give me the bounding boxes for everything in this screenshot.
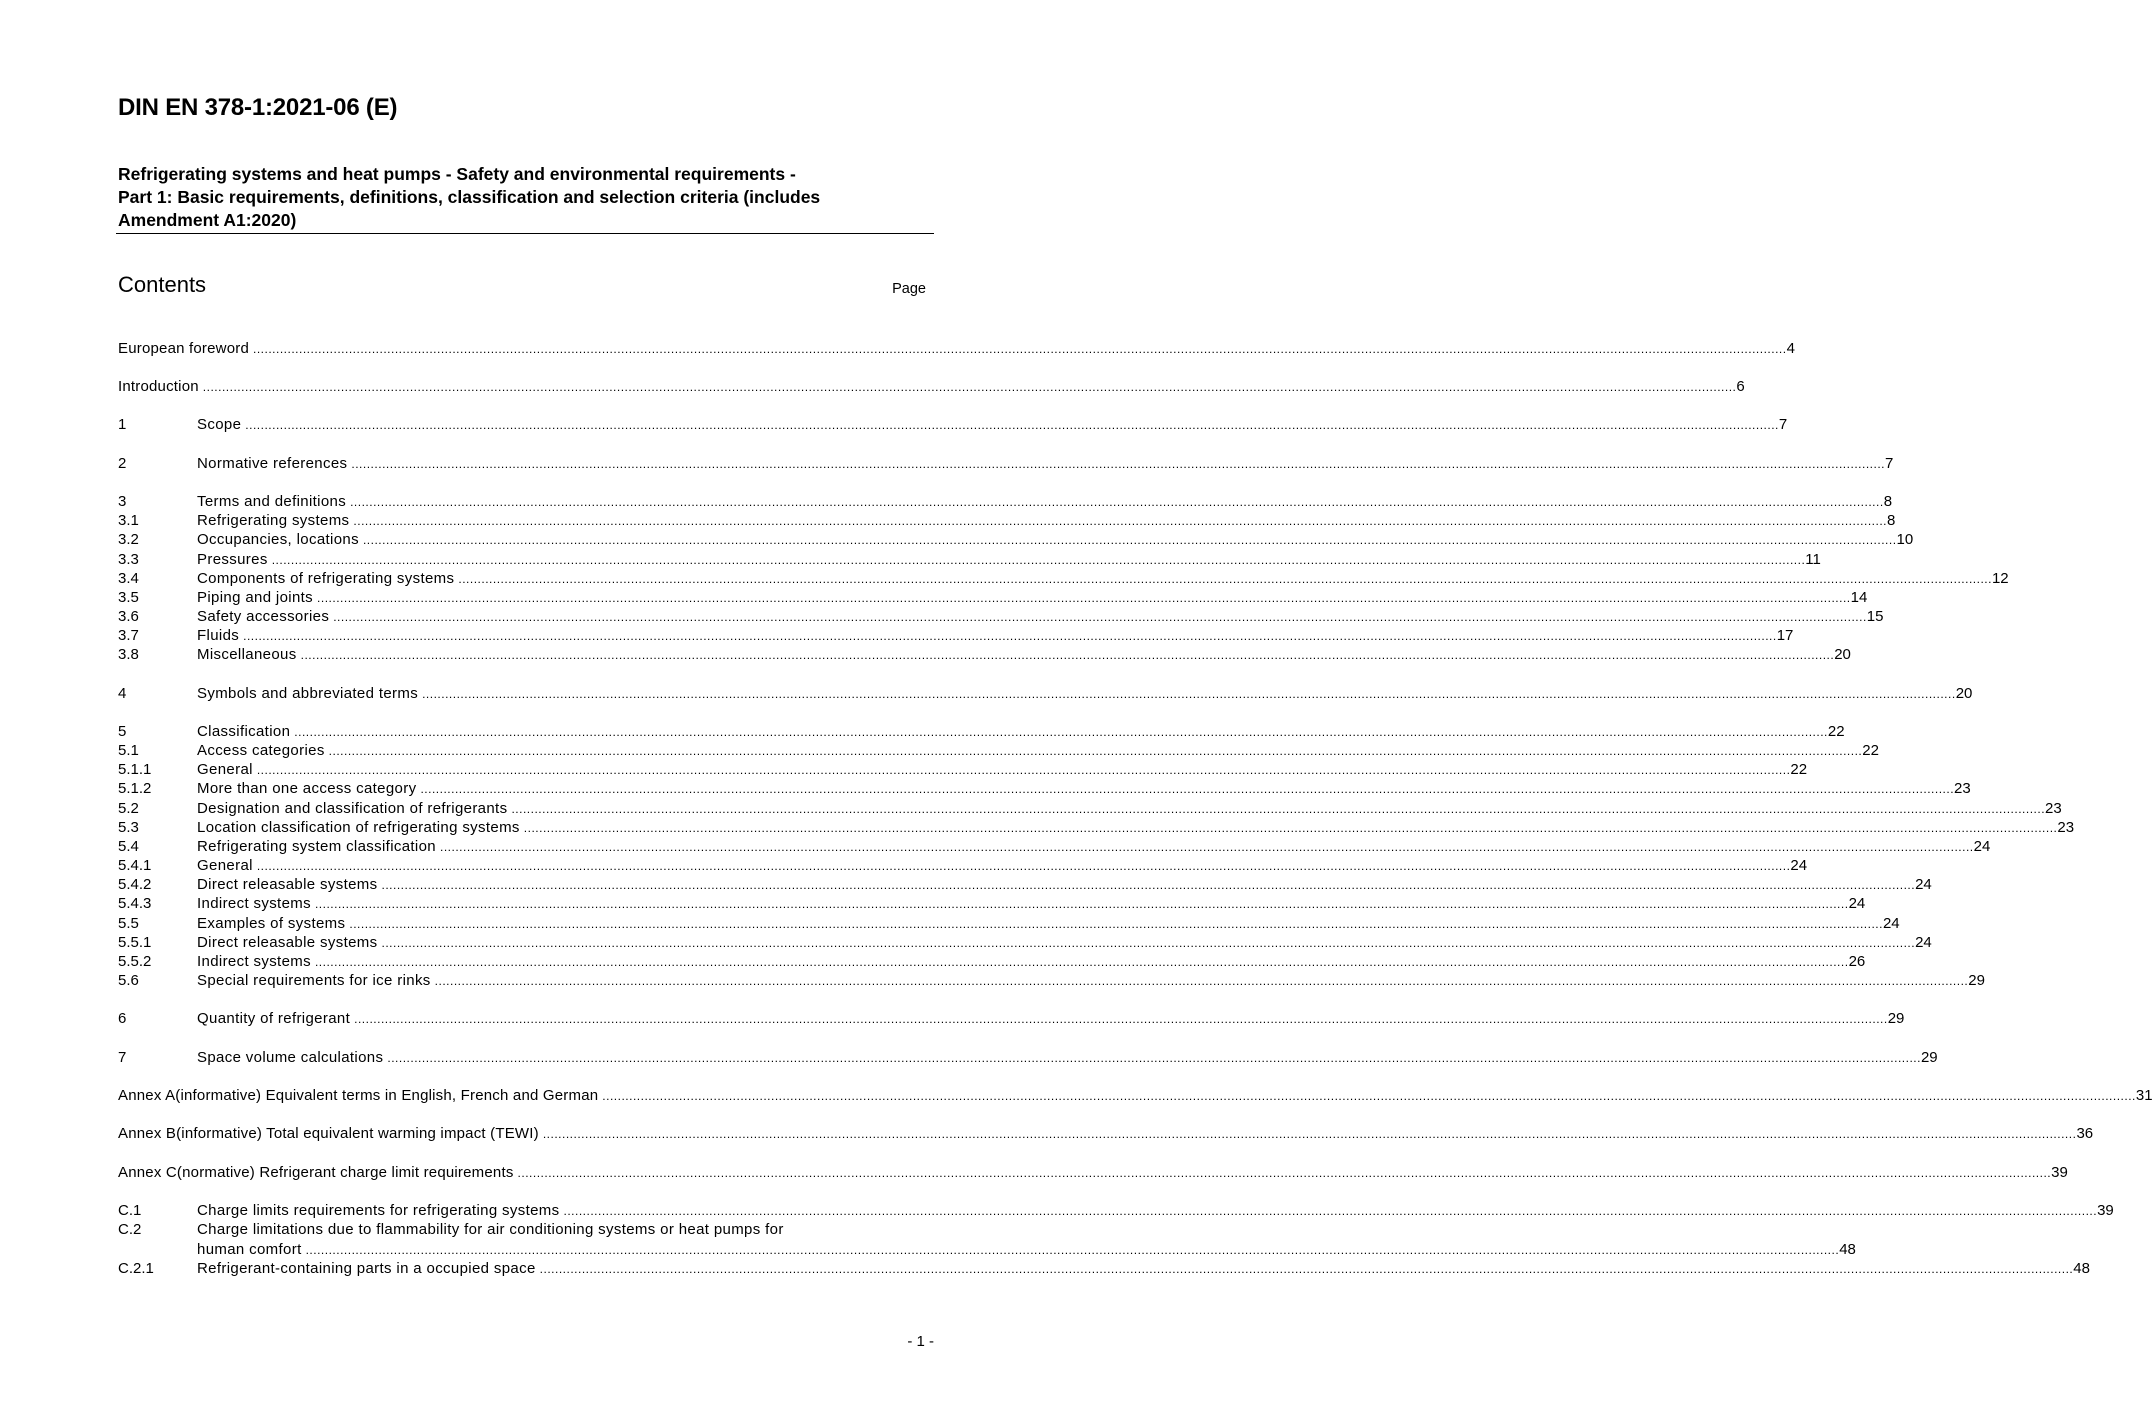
toc-entry-page: 7 [1778, 416, 1788, 433]
toc-entry-number: 5.6 [118, 972, 139, 989]
dot-leader: ................................................................................................................................................................................................................................................................................................................................................................................................................ [202, 380, 1737, 394]
toc-entry[interactable] [118, 492, 1893, 512]
toc-entry[interactable] [118, 971, 1985, 991]
page-number: - 1 - [907, 1333, 934, 1350]
toc-entry-title: Normative references [197, 455, 348, 472]
toc-entry-title: Symbols and abbreviated terms [197, 685, 419, 702]
toc-entry-page: 24 [1790, 857, 1808, 874]
toc-entry-page: 10 [1896, 531, 1914, 548]
toc-entry[interactable] [118, 588, 1868, 608]
dot-leader: ................................................................................................................................................................................................................................................................................................................................................................................................................ [243, 629, 1777, 643]
toc-entry-page: 22 [1827, 723, 1845, 740]
dot-leader: ................................................................................................................................................................................................................................................................................................................................................................................................................ [381, 878, 1916, 892]
dot-leader: ................................................................................................................................................................................................................................................................................................................................................................................................................ [317, 591, 1851, 605]
toc-entry[interactable] [118, 607, 1884, 627]
dot-leader: ................................................................................................................................................................................................................................................................................................................................................................................................................ [252, 342, 1787, 356]
dot-leader: ................................................................................................................................................................................................................................................................................................................................................................................................................ [328, 744, 1863, 758]
toc-entry-number: 3.5 [118, 589, 139, 606]
dot-leader: ................................................................................................................................................................................................................................................................................................................................................................................................................ [314, 955, 1849, 969]
toc-entry-page: 11 [1805, 551, 1821, 568]
toc-entry-page: 39 [2097, 1202, 2114, 1219]
dot-leader: ................................................................................................................................................................................................................................................................................................................................................................................................................ [256, 859, 1791, 873]
toc-entry[interactable] [118, 626, 1794, 646]
dot-leader: ................................................................................................................................................................................................................................................................................................................................................................................................................ [350, 495, 1884, 509]
dot-leader: ................................................................................................................................................................................................................................................................................................................................................................................................................ [539, 1262, 2074, 1276]
toc-entry-page: 26 [1848, 953, 1866, 970]
toc-entry-number: 5.5 [118, 915, 139, 932]
toc-entry-page: 8 [1883, 493, 1893, 510]
dot-leader: ................................................................................................................................................................................................................................................................................................................................................................................................................ [305, 1243, 1840, 1257]
toc-entry-title: Safety accessories [197, 608, 330, 625]
toc-entry[interactable] [118, 952, 1866, 972]
toc-entry-title: Miscellaneous [197, 646, 297, 663]
dot-leader: ................................................................................................................................................................................................................................................................................................................................................................................................................ [245, 418, 1779, 432]
dot-leader: ................................................................................................................................................................................................................................................................................................................................................................................................................ [420, 782, 1955, 796]
toc-entry-title: Quantity of refrigerant [197, 1010, 351, 1027]
header-divider [116, 233, 934, 234]
toc-entry-page: 48 [1839, 1241, 1856, 1258]
toc-entry-number: 5.4 [118, 838, 139, 855]
toc-entry-title: More than one access category [197, 780, 417, 797]
page-column-label: Page [892, 281, 926, 297]
toc-entry[interactable] [118, 722, 1845, 742]
dot-leader: ................................................................................................................................................................................................................................................................................................................................................................................................................ [563, 1204, 2098, 1218]
toc-entry-number: 5.4.1 [118, 857, 152, 874]
toc-entry-number: 2 [118, 455, 127, 472]
dot-leader: ................................................................................................................................................................................................................................................................................................................................................................................................................ [333, 610, 1867, 624]
toc-entry[interactable] [118, 645, 1851, 665]
toc-entry-title: Introduction [118, 378, 199, 395]
dot-leader: ................................................................................................................................................................................................................................................................................................................................................................................................................ [602, 1089, 2136, 1103]
dot-leader: ................................................................................................................................................................................................................................................................................................................................................................................................................ [300, 648, 1835, 662]
toc-entry-page: 6 [1736, 378, 1745, 395]
toc-entry[interactable] [118, 933, 1932, 953]
toc-entry[interactable] [118, 415, 1788, 435]
toc-entry-title-continued: human comfort [197, 1241, 302, 1258]
toc-entry-number: 5.1.1 [118, 761, 152, 778]
toc-entry-title: Examples of systems [197, 915, 346, 932]
toc-entry-page: 29 [1920, 1049, 1938, 1066]
toc-entry-title: Annex B(informative) Total equivalent warming impact (TEWI) [118, 1125, 539, 1142]
toc-entry-number: 3.2 [118, 531, 139, 548]
toc-entry[interactable] [118, 818, 2075, 838]
toc-entry-title: Scope [197, 416, 242, 433]
toc-entry-page: 14 [1850, 589, 1868, 606]
toc-entry[interactable] [118, 760, 1808, 780]
toc-entry-number: C.2.1 [118, 1260, 154, 1277]
dot-leader: ................................................................................................................................................................................................................................................................................................................................................................................................................ [381, 936, 1916, 950]
toc-entry-page: 36 [2076, 1125, 2094, 1142]
toc-entry-title: Refrigerating systems [197, 512, 350, 529]
toc-entry-page: 39 [2051, 1164, 2068, 1181]
dot-leader: ................................................................................................................................................................................................................................................................................................................................................................................................................ [517, 1166, 2052, 1180]
dot-leader: ................................................................................................................................................................................................................................................................................................................................................................................................................ [511, 802, 2046, 816]
toc-entry-number: 3 [118, 493, 127, 510]
toc-entry-page: 8 [1887, 512, 1896, 529]
toc-entry-number: 5.5.2 [118, 953, 152, 970]
toc-entry-page: 24 [1973, 838, 1991, 855]
toc-entry-number: 5.4.2 [118, 876, 152, 893]
toc-entry[interactable] [118, 684, 1973, 704]
toc-entry[interactable] [118, 454, 1894, 474]
toc-entry-title: General [197, 857, 253, 874]
subtitle-line: Part 1: Basic requirements, definitions, classification and selection criteria (includes [118, 187, 821, 207]
toc-entry-title: Terms and definitions [197, 493, 347, 510]
toc-entry[interactable] [118, 1259, 2090, 1279]
toc-entry[interactable] [118, 856, 1808, 876]
dot-leader: ................................................................................................................................................................................................................................................................................................................................................................................................................ [523, 821, 2058, 835]
document-subtitle [118, 163, 934, 232]
toc-entry-number: 6 [118, 1010, 127, 1027]
toc-entry-title: Space volume calculations [197, 1049, 384, 1066]
dot-leader: ................................................................................................................................................................................................................................................................................................................................................................................................................ [434, 974, 1969, 988]
toc-entry-title: Piping and joints [197, 589, 314, 606]
toc-entry-number: 5.4.3 [118, 895, 152, 912]
toc-entry-title: Refrigerant-containing parts in a occupied space [197, 1260, 536, 1277]
toc-entry-number: 5.1 [118, 742, 139, 759]
toc-entry-title: Annex C(normative) Refrigerant charge limit requirements [118, 1164, 514, 1181]
toc-entry-page: 23 [2045, 800, 2062, 817]
toc-entry[interactable] [118, 1220, 1856, 1260]
toc-entry-page: 24 [1915, 876, 1932, 893]
toc-entry-page: 31 [2135, 1087, 2153, 1104]
toc-entry-title: European foreword [118, 340, 249, 357]
toc-entry-title: Indirect systems [197, 953, 311, 970]
toc-entry-title: Direct releasable systems [197, 876, 378, 893]
toc-entry-title: Refrigerating system classification [197, 838, 437, 855]
toc-entry-page: 23 [2057, 819, 2075, 836]
toc-entry[interactable] [118, 894, 1866, 914]
toc-entry-number: 5.1.2 [118, 780, 152, 797]
toc-entry[interactable] [118, 741, 1879, 761]
toc-entry-title: Special requirements for ice rinks [197, 972, 431, 989]
toc-entry-number: 4 [118, 685, 127, 702]
toc-entry-page: 24 [1848, 895, 1866, 912]
toc-entry-number: 3.3 [118, 551, 139, 568]
toc-entry-title: Location classification of refrigerating systems [197, 819, 520, 836]
toc-entry-title: Access categories [197, 742, 325, 759]
toc-entry-page: 24 [1915, 934, 1932, 951]
dot-leader: ................................................................................................................................................................................................................................................................................................................................................................................................................ [349, 917, 1883, 931]
dot-leader: ................................................................................................................................................................................................................................................................................................................................................................................................................ [294, 725, 1828, 739]
dot-leader: ................................................................................................................................................................................................................................................................................................................................................................................................................ [440, 840, 1974, 854]
toc-entry-title: Charge limits requirements for refrigerating systems [197, 1202, 560, 1219]
toc-entry-page: 12 [1991, 570, 2009, 587]
dot-leader: ................................................................................................................................................................................................................................................................................................................................................................................................................ [256, 763, 1791, 777]
subtitle-line: Refrigerating systems and heat pumps - Safety and environmental requirements - [118, 164, 796, 184]
toc-entry[interactable] [118, 1124, 2094, 1144]
toc-entry-title: Occupancies, locations [197, 531, 359, 548]
toc-entry-number: C.1 [118, 1202, 142, 1219]
toc-entry[interactable] [118, 569, 2009, 589]
dot-leader: ................................................................................................................................................................................................................................................................................................................................................................................................................ [422, 687, 1956, 701]
toc-entry[interactable] [118, 377, 1745, 397]
toc-entry-page: 29 [1968, 972, 1985, 989]
toc-entry-title: Indirect systems [197, 895, 311, 912]
toc-entry-page: 48 [2073, 1260, 2090, 1277]
toc-entry-page: 4 [1786, 340, 1795, 357]
toc-entry-number: 3.6 [118, 608, 139, 625]
dot-leader: ................................................................................................................................................................................................................................................................................................................................................................................................................ [351, 457, 1885, 471]
subtitle-line: Amendment A1:2020) [118, 210, 297, 230]
toc-entry-title: Classification [197, 723, 291, 740]
toc-entry-page: 29 [1887, 1010, 1905, 1027]
toc-entry-page: 22 [1790, 761, 1808, 778]
dot-leader: ................................................................................................................................................................................................................................................................................................................................................................................................................ [387, 1051, 1921, 1065]
dot-leader: ................................................................................................................................................................................................................................................................................................................................................................................................................ [314, 897, 1849, 911]
toc-entry-page: 17 [1776, 627, 1794, 644]
toc-entry[interactable] [118, 511, 1896, 531]
toc-entry-number: 3.8 [118, 646, 139, 663]
toc-entry-number: 5.5.1 [118, 934, 152, 951]
dot-leader: ................................................................................................................................................................................................................................................................................................................................................................................................................ [542, 1127, 2077, 1141]
toc-entry-page: 23 [1954, 780, 1971, 797]
toc-entry[interactable] [118, 1163, 2068, 1183]
toc-entry[interactable] [118, 1048, 1938, 1068]
toc-entry-number: 1 [118, 416, 127, 433]
toc-entry-title: Designation and classification of refrigerants [197, 800, 508, 817]
toc-entry-page: 22 [1862, 742, 1879, 759]
toc-entry[interactable] [118, 550, 1821, 570]
toc-entry-page: 7 [1884, 455, 1894, 472]
toc-entry-number: 3.4 [118, 570, 139, 587]
dot-leader: ................................................................................................................................................................................................................................................................................................................................................................................................................ [362, 533, 1897, 547]
toc-entry[interactable] [118, 1201, 2114, 1221]
toc-entry[interactable] [118, 1086, 2153, 1106]
toc-entry-title: Components of refrigerating systems [197, 570, 455, 587]
toc-entry-number: 5.3 [118, 819, 139, 836]
toc-entry-page: 20 [1834, 646, 1851, 663]
toc-entry-number: C.2 [118, 1221, 142, 1238]
toc-entry[interactable] [118, 875, 1932, 895]
toc-entry[interactable] [118, 1009, 1905, 1029]
dot-leader: ................................................................................................................................................................................................................................................................................................................................................................................................................ [353, 514, 1887, 528]
toc-entry[interactable] [118, 914, 1900, 934]
toc-entry-title: Pressures [197, 551, 268, 568]
toc-entry-title: Annex A(informative) Equivalent terms in English, French and German [118, 1087, 599, 1104]
toc-entry-number: 5.2 [118, 800, 139, 817]
toc-entry-page: 15 [1866, 608, 1884, 625]
toc-entry[interactable] [118, 837, 1991, 857]
toc-entry[interactable] [118, 339, 1795, 359]
toc-entry-title: Charge limitations due to flammability for air conditioning systems or heat pumps for [197, 1221, 784, 1238]
toc-entry-page: 24 [1882, 915, 1900, 932]
toc-entry[interactable] [118, 799, 2062, 819]
toc-entry[interactable] [118, 530, 1914, 550]
contents-heading: Contents [118, 272, 207, 297]
toc-entry-title: General [197, 761, 253, 778]
document-id: DIN EN 378-1:2021-06 (E) [118, 94, 398, 121]
dot-leader: ................................................................................................................................................................................................................................................................................................................................................................................................................ [354, 1012, 1888, 1026]
toc-entry-number: 3.7 [118, 627, 139, 644]
dot-leader: ................................................................................................................................................................................................................................................................................................................................................................................................................ [271, 553, 1806, 567]
toc-entry-number: 5 [118, 723, 127, 740]
toc-entry-title: Fluids [197, 627, 240, 644]
toc-entry-page: 20 [1955, 685, 1973, 702]
toc-entry-number: 3.1 [118, 512, 139, 529]
toc-entry-title: Direct releasable systems [197, 934, 378, 951]
dot-leader: ................................................................................................................................................................................................................................................................................................................................................................................................................ [458, 572, 1992, 586]
toc-entry[interactable] [118, 779, 1971, 799]
toc-entry-number: 7 [118, 1049, 127, 1066]
